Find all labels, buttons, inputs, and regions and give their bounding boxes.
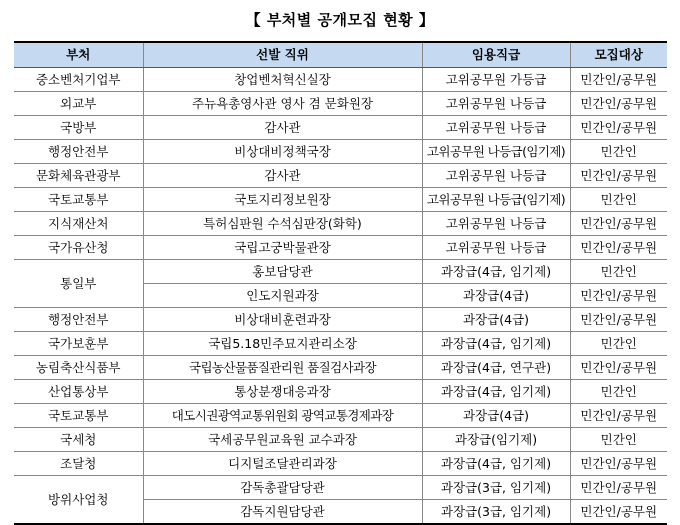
position-cell: 감사관	[143, 164, 422, 188]
target-cell: 민간인/공무원	[570, 308, 667, 332]
target-cell: 민간인/공무원	[570, 212, 667, 236]
position-cell: 홍보담당관	[143, 260, 422, 284]
target-cell: 민간인/공무원	[570, 284, 667, 308]
target-cell: 민간인/공무원	[570, 404, 667, 428]
target-cell: 민간인/공무원	[570, 236, 667, 260]
grade-cell: 과장급(4급)	[422, 284, 570, 308]
position-cell: 감독지원담당관	[143, 500, 422, 525]
position-cell: 국립농산물품질관리원 품질검사과장	[143, 356, 422, 380]
grade-cell: 고위공무원 나등급(임기제)	[422, 140, 570, 164]
table-row	[14, 68, 667, 92]
grade-cell: 고위공무원 나등급(임기제)	[422, 188, 570, 212]
target-cell: 민간인/공무원	[570, 92, 667, 116]
target-cell: 민간인	[570, 188, 667, 212]
ministry-cell: 국가유산청	[14, 236, 143, 260]
position-cell: 특허심판원 수석심판장(화학)	[143, 212, 422, 236]
grade-cell: 과장급(4급, 임기제)	[422, 380, 570, 404]
position-cell: 창업벤처혁신실장	[143, 68, 422, 92]
ministry-cell: 통일부	[14, 260, 143, 308]
target-cell: 민간인	[570, 380, 667, 404]
page-title: 【 부처별 공개모집 현황 】	[245, 11, 435, 29]
table-row	[14, 92, 667, 116]
grade-cell: 고위공무원 가등급	[422, 68, 570, 92]
position-cell: 비상대비훈련과장	[143, 308, 422, 332]
position-cell: 국토지리정보원장	[143, 188, 422, 212]
target-cell: 민간인/공무원	[570, 116, 667, 140]
header-target: 모집대상	[570, 42, 667, 68]
table-row	[14, 452, 667, 476]
ministry-cell: 중소벤처기업부	[14, 68, 143, 92]
table-row	[14, 476, 667, 500]
position-cell: 국세공무원교육원 교수과장	[143, 428, 422, 452]
table-row	[14, 404, 667, 428]
table-row	[14, 260, 667, 284]
position-cell: 비상대비정책국장	[143, 140, 422, 164]
table-row	[14, 380, 667, 404]
target-cell: 민간인/공무원	[570, 356, 667, 380]
recruitment-table	[14, 41, 667, 525]
table-row	[14, 140, 667, 164]
grade-cell: 과장급(4급)	[422, 404, 570, 428]
position-cell: 대도시권광역교통위원회 광역교통경제과장	[143, 404, 422, 428]
target-cell: 민간인	[570, 332, 667, 356]
target-cell: 민간인	[570, 428, 667, 452]
ministry-cell: 산업통상부	[14, 380, 143, 404]
ministry-cell: 국방부	[14, 116, 143, 140]
table-row	[14, 356, 667, 380]
ministry-cell: 국세청	[14, 428, 143, 452]
ministry-cell: 국토교통부	[14, 404, 143, 428]
position-cell: 국립고궁박물관장	[143, 236, 422, 260]
position-cell: 통상분쟁대응과장	[143, 380, 422, 404]
header-position: 선발 직위	[143, 42, 422, 68]
grade-cell: 고위공무원 나등급	[422, 212, 570, 236]
ministry-cell: 방위사업청	[14, 476, 143, 525]
grade-cell: 과장급(임기제)	[422, 428, 570, 452]
table-row	[14, 212, 667, 236]
table-row	[14, 116, 667, 140]
ministry-cell: 농림축산식품부	[14, 356, 143, 380]
position-cell: 감독총괄담당관	[143, 476, 422, 500]
grade-cell: 과장급(3급, 임기제)	[422, 476, 570, 500]
grade-cell: 과장급(3급, 임기제)	[422, 500, 570, 525]
table-row	[14, 164, 667, 188]
ministry-cell: 조달청	[14, 452, 143, 476]
table-row	[14, 188, 667, 212]
grade-cell: 과장급(4급, 연구관)	[422, 356, 570, 380]
header-ministry: 부처	[14, 42, 143, 68]
position-cell: 디지털조달관리과장	[143, 452, 422, 476]
ministry-cell: 문화체육관광부	[14, 164, 143, 188]
target-cell: 민간인	[570, 260, 667, 284]
grade-cell: 고위공무원 나등급	[422, 92, 570, 116]
grade-cell: 과장급(4급, 임기제)	[422, 332, 570, 356]
ministry-cell: 국가보훈부	[14, 332, 143, 356]
ministry-cell: 국토교통부	[14, 188, 143, 212]
position-cell: 감사관	[143, 116, 422, 140]
grade-cell: 과장급(4급, 임기제)	[422, 260, 570, 284]
position-cell: 주뉴욕총영사관 영사 겸 문화원장	[143, 92, 422, 116]
grade-cell: 고위공무원 나등급	[422, 236, 570, 260]
ministry-cell: 행정안전부	[14, 140, 143, 164]
position-cell: 국립5.18민주묘지관리소장	[143, 332, 422, 356]
target-cell: 민간인	[570, 140, 667, 164]
table-row	[14, 428, 667, 452]
header-grade: 임용직급	[422, 42, 570, 68]
target-cell: 민간인/공무원	[570, 476, 667, 500]
grade-cell: 과장급(4급)	[422, 308, 570, 332]
ministry-cell: 행정안전부	[14, 308, 143, 332]
ministry-cell: 지식재산처	[14, 212, 143, 236]
grade-cell: 고위공무원 나등급	[422, 116, 570, 140]
table-row	[14, 308, 667, 332]
table-row	[14, 332, 667, 356]
table-row	[14, 236, 667, 260]
target-cell: 민간인/공무원	[570, 500, 667, 525]
grade-cell: 고위공무원 나등급	[422, 164, 570, 188]
target-cell: 민간인/공무원	[570, 452, 667, 476]
grade-cell: 과장급(4급, 임기제)	[422, 452, 570, 476]
ministry-cell: 외교부	[14, 92, 143, 116]
target-cell: 민간인/공무원	[570, 164, 667, 188]
position-cell: 인도지원과장	[143, 284, 422, 308]
target-cell: 민간인/공무원	[570, 68, 667, 92]
table-header-row	[14, 42, 667, 68]
